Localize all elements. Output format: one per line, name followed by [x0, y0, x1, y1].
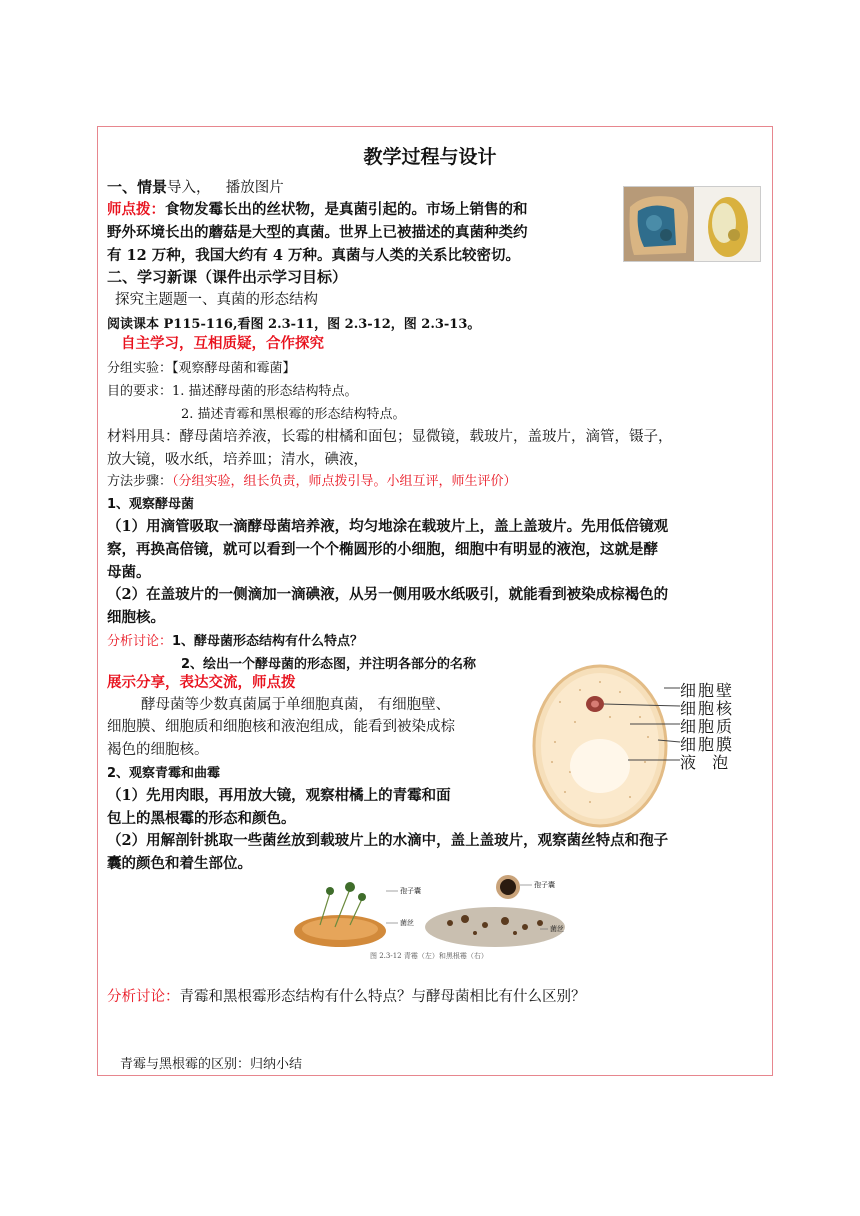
intro-text: 食物发霉长出的丝状物，是真菌引起的。市场上销售的和 [165, 201, 528, 218]
mold-figure [290, 873, 580, 965]
method-line [107, 470, 517, 489]
discussion-label: 分析讨论： [107, 989, 180, 1005]
discussion-1 [107, 630, 363, 649]
method-label: 方法步骤： [107, 474, 173, 489]
goal-2: 2. 描述青霉和黑根霉的形态结构特点。 [181, 407, 406, 422]
intro-line-1 [107, 198, 528, 222]
obs1-para1-line2: 察，再换高倍镜，就可以看到一个个椭圆形的小细胞，细胞中有明显的液泡，这就是酵 [107, 541, 658, 558]
obs2-para2-line1: （2）用解剖针挑取一些菌丝放到载玻片上的水滴中，盖上盖玻片，观察菌丝特点和孢子 [107, 832, 669, 849]
intro-line-3: 有 12 万种，我国大约有 4 万种。真菌与人类的关系比较密切。 [107, 247, 520, 264]
goal-1: 目的要求：1. 描述酵母菌的形态结构特点。 [107, 384, 358, 399]
intro-line-2: 野外环境长出的蘑菇是大型的真菌。世界上已被描述的真菌种类约 [107, 224, 528, 241]
discussion-question-2: 2、绘出一个酵母菌的形态图，并注明各部分的名称 [181, 657, 477, 672]
obs2-para2-line2: 囊的颜色和着生部位。 [107, 855, 252, 872]
method-text: （分组实验，组长负责，师点拨引导。小组互评，师生评价） [172, 474, 517, 489]
share-line-2: 细胞膜、细胞质和细胞核和液泡组成，能看到被染成棕 [107, 719, 455, 735]
obs2-para1-line1: （1）先用肉眼，再用放大镜，观察柑橘上的青霉和面 [107, 787, 451, 804]
label-sporangium-right: 孢子囊 [534, 881, 555, 889]
section-1-heading [107, 176, 284, 200]
obs2-para1-line2: 包上的黑根霉的形态和颜色。 [107, 810, 296, 827]
section-2-heading: 二、学习新课（课件出示学习目标） [107, 268, 348, 286]
discussion-label: 分析讨论： [107, 634, 173, 649]
topic-heading: 探究主题题一、真菌的形态结构 [115, 292, 318, 308]
share-line-1: 酵母菌等少数真菌属于单细胞真菌， 有细胞壁、 [141, 697, 451, 713]
teacher-tip-label: 师点拨： [107, 201, 165, 218]
label-hypha-left: 菌丝 [400, 919, 414, 927]
obs1-heading: 1、观察酵母菌 [107, 497, 195, 512]
label-cell-wall: 细胞壁 [680, 681, 735, 700]
obs1-para2-line1: （2）在盖玻片的一侧滴加一滴碘液，从另一侧用吸水纸吸引，就能看到被染成棕褐色的 [107, 586, 669, 603]
materials-line-1: 材料用具：酵母菌培养液，长霉的柑橘和面包；显微镜，载玻片，盖玻片，滴管，镊子， [107, 429, 673, 445]
experiment-title: 分组实验：【观察酵母菌和霉菌】 [107, 361, 296, 376]
yeast-cell-diagram [530, 662, 770, 832]
label-vacuole: 液 泡 [680, 753, 731, 772]
discussion-text: 青霉和黑根霉形态结构有什么特点？与酵母菌相比有什么区别？ [179, 989, 586, 1005]
page-title: 教学过程与设计 [363, 146, 497, 168]
heading-part: 播放图片 [225, 180, 284, 196]
reading-assignment: 阅读课本 P115-116,看图 2.3-11，图 2.3-12，图 2.3-13。 [107, 317, 481, 332]
discussion-question-1: 1、酵母菌形态结构有什么特点？ [172, 634, 364, 649]
heading-part: 导入， [167, 180, 211, 196]
obs1-para1-line3: 母菌。 [107, 564, 151, 581]
share-line-3: 褐色的细胞核。 [107, 742, 209, 758]
share-heading: 展示分享，表达交流，师点拨 [107, 675, 296, 691]
self-study-prompt: 自主学习，互相质疑，合作探究 [121, 336, 324, 352]
discussion-2 [107, 986, 586, 1009]
label-sporangium-left: 孢子囊 [400, 887, 421, 895]
mold-figure-caption: 图 2.3-12 青霉（左）和黑根霉（右） [370, 952, 488, 960]
obs2-heading: 2、观察青霉和曲霉 [107, 766, 221, 781]
heading-part: 一、情景 [107, 178, 168, 196]
label-cytoplasm: 细胞质 [680, 717, 735, 736]
obs1-para2-line2: 细胞核。 [107, 609, 165, 626]
label-cell-membrane: 细胞膜 [680, 735, 735, 754]
obs1-para1-line1: （1）用滴管吸取一滴酵母菌培养液，均匀地涂在载玻片上，盖上盖玻片。先用低倍镜观 [107, 518, 669, 535]
label-nucleus: 细胞核 [680, 699, 735, 718]
summary-line: 青霉与黑根霉的区别：归纳小结 [120, 1057, 303, 1072]
label-hypha-right: 菌丝 [550, 925, 564, 933]
materials-line-2: 放大镜，吸水纸，培养皿；清水，碘液， [107, 452, 368, 468]
moldy-food-photos [623, 186, 761, 262]
